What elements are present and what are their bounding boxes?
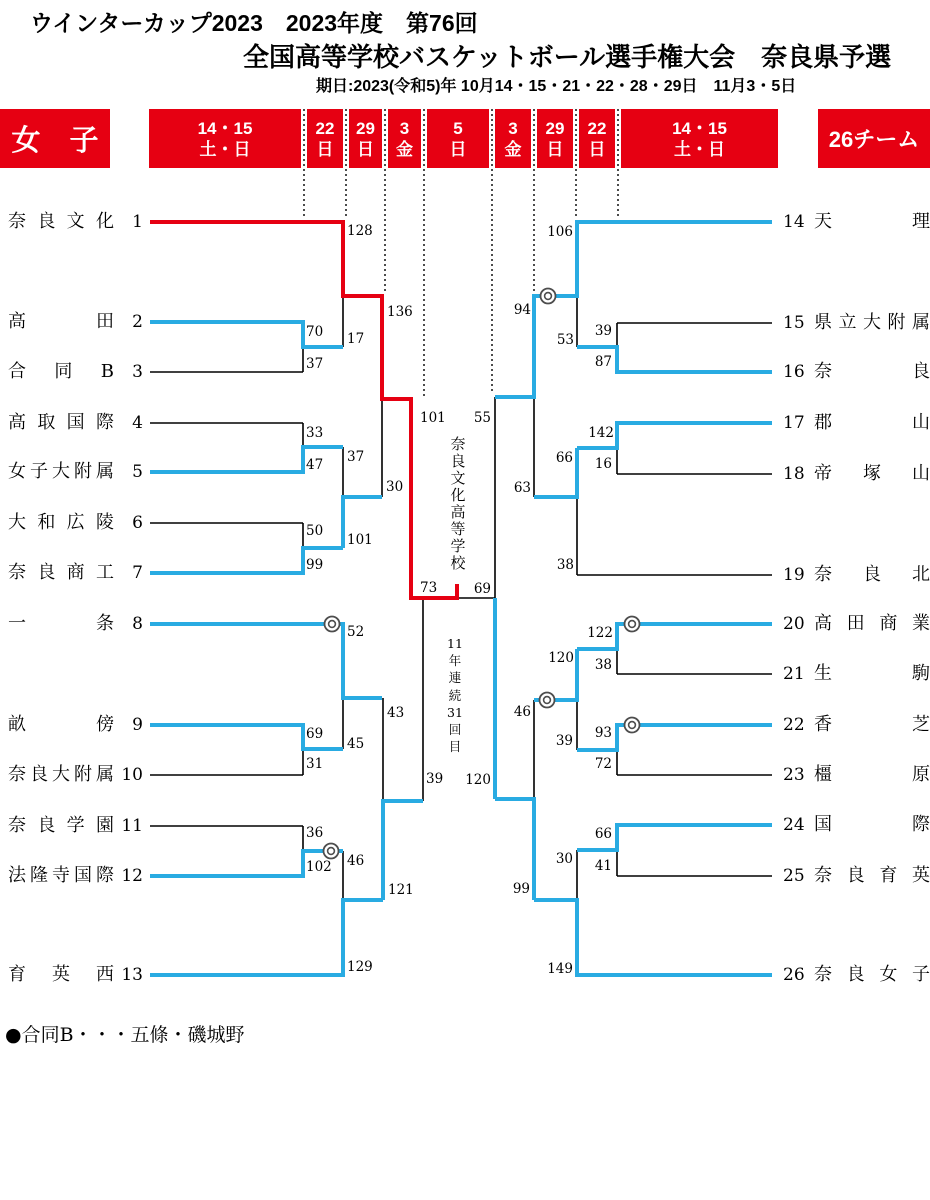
team-seed: 3	[132, 362, 143, 382]
team-name	[8, 360, 114, 384]
streak-token: 11	[447, 636, 463, 651]
team-name	[814, 864, 930, 888]
score-label: 41	[594, 858, 612, 874]
bracket-red-champion-line	[150, 222, 459, 598]
champion-name-char: 奈	[450, 435, 466, 453]
segment-date-label: 29	[356, 118, 375, 138]
name-char: 奈	[814, 865, 832, 886]
team-seed: 10	[121, 765, 143, 785]
team-row	[783, 713, 930, 737]
segment-date-label: 5	[453, 118, 463, 138]
team-seed: 23	[783, 765, 805, 785]
team-name	[814, 612, 930, 636]
team-seed: 12	[121, 866, 143, 886]
score-label: 142	[588, 425, 614, 441]
team-name	[814, 813, 930, 837]
score-label: 66	[594, 826, 612, 842]
name-char: 高	[814, 613, 832, 634]
name-char: 同	[54, 361, 73, 382]
team-name	[8, 612, 114, 636]
name-char: 山	[912, 463, 930, 484]
name-char: 女	[8, 461, 26, 482]
score-label: 73	[420, 580, 438, 596]
score-label: 31	[306, 756, 324, 772]
schedule-day-segment	[537, 109, 573, 168]
score-label: 69	[306, 726, 324, 742]
segment-weekday-label: 日	[546, 139, 564, 159]
team-name	[8, 460, 114, 484]
name-char: 橿	[814, 764, 832, 785]
score-label: 46	[513, 704, 531, 720]
name-char: 塚	[863, 463, 881, 484]
team-seed: 22	[783, 715, 805, 735]
score-label: 99	[306, 557, 324, 573]
team-row	[8, 713, 143, 737]
schedule-day-segment	[349, 109, 382, 168]
name-char: 広	[66, 512, 85, 533]
score-label: 93	[594, 725, 612, 741]
champion-name-char: 高	[450, 503, 466, 521]
seed-mark-icon	[325, 617, 340, 632]
name-char: 属	[96, 764, 114, 785]
segment-weekday-label: 土・日	[199, 139, 251, 159]
name-char: 女	[879, 964, 898, 985]
name-char: 県	[814, 312, 832, 333]
score-label: 39	[426, 771, 444, 787]
champion-name-char: 文	[450, 469, 466, 487]
champion-streak-label	[446, 635, 464, 755]
score-label: 38	[556, 557, 574, 573]
name-char: 文	[66, 211, 85, 232]
name-char: 郡	[814, 412, 832, 433]
team-row	[8, 561, 143, 585]
team-row	[783, 963, 930, 987]
score-label: 120	[548, 650, 574, 666]
team-seed: 24	[783, 815, 805, 835]
schedule-day-segment	[579, 109, 615, 168]
score-label: 30	[555, 851, 573, 867]
team-seed: 15	[783, 313, 805, 333]
name-char: 国	[74, 865, 92, 886]
name-char: 芝	[912, 714, 930, 735]
segment-weekday-label: 日	[449, 139, 467, 159]
seed-mark-icon	[540, 693, 555, 708]
team-name	[814, 563, 930, 587]
name-char: 良	[846, 964, 865, 985]
segment-date-label: 14・15	[197, 118, 253, 138]
name-char: 奈	[8, 815, 26, 836]
streak-token: 回	[448, 722, 462, 738]
team-name	[814, 963, 930, 987]
team-name	[814, 462, 930, 486]
team-seed: 16	[783, 362, 805, 382]
team-row	[783, 612, 930, 636]
score-label: 37	[347, 449, 365, 465]
score-label: 101	[420, 410, 446, 426]
name-char: 良	[37, 211, 56, 232]
score-label: 101	[347, 532, 373, 548]
tournament-title: 全国高等学校バスケットボール選手権大会 奈良県予選	[243, 42, 892, 72]
name-char: 法	[8, 865, 26, 886]
score-label: 33	[306, 425, 324, 441]
seed-mark-icon	[625, 617, 640, 632]
name-char: 香	[814, 714, 832, 735]
score-label: 43	[387, 705, 405, 721]
name-char: 生	[814, 663, 832, 684]
name-char: 大	[52, 461, 70, 482]
team-row	[8, 310, 143, 334]
champion-name-char: 校	[450, 554, 466, 572]
score-label: 17	[347, 331, 365, 347]
score-label: 87	[594, 354, 612, 370]
team-name	[8, 963, 114, 987]
score-label: 38	[594, 657, 612, 673]
team-name	[8, 561, 114, 585]
segment-weekday-label: 金	[504, 139, 522, 159]
name-char: 原	[912, 764, 930, 785]
team-row	[8, 360, 143, 384]
name-char: 良	[863, 564, 881, 585]
team-seed: 14	[783, 212, 805, 232]
team-row	[783, 662, 930, 686]
schedule-day-segment	[388, 109, 421, 168]
name-char: 商	[879, 613, 898, 634]
schedule-day-segment	[149, 109, 301, 168]
team-name	[8, 814, 114, 838]
team-seed: 6	[132, 513, 143, 533]
score-label: 106	[547, 224, 573, 240]
team-row	[783, 763, 930, 787]
score-label: 52	[347, 624, 365, 640]
team-seed: 1	[132, 212, 143, 232]
segment-weekday-label: 日	[588, 139, 606, 159]
seed-mark-icon	[625, 718, 640, 733]
team-seed: 21	[783, 664, 805, 684]
name-char: 西	[96, 964, 114, 985]
team-name	[814, 311, 930, 335]
score-label: 37	[306, 356, 324, 372]
score-label: 120	[465, 772, 491, 788]
name-char: 取	[37, 412, 56, 433]
name-char: 育	[879, 865, 898, 886]
name-char: 英	[52, 964, 70, 985]
name-char: 育	[8, 964, 26, 985]
name-char: 山	[912, 412, 930, 433]
name-char: 国	[66, 412, 85, 433]
segment-weekday-label: 日	[316, 139, 334, 159]
segment-date-label: 22	[587, 118, 607, 138]
segment-date-label: 3	[399, 118, 410, 138]
team-seed: 19	[783, 565, 805, 585]
team-seed: 9	[132, 715, 143, 735]
team-name	[814, 713, 930, 737]
streak-token: 31	[447, 704, 463, 720]
name-char: 化	[95, 211, 114, 232]
team-row	[8, 511, 143, 535]
footnote-joint-team: ●合同B・・・五條・磯城野	[5, 1024, 245, 1046]
team-count-label: 26チーム	[818, 109, 930, 168]
schedule-day-segment	[307, 109, 343, 168]
name-char: 高	[8, 412, 26, 433]
name-char: 大	[863, 312, 881, 333]
name-char: 学	[66, 815, 85, 836]
score-label: 53	[556, 332, 574, 348]
score-label: 69	[473, 581, 491, 597]
schedule-day-segment	[427, 109, 489, 168]
team-row	[8, 814, 143, 838]
name-char: 帝	[814, 463, 832, 484]
team-seed: 2	[132, 312, 143, 332]
name-char: 商	[66, 562, 85, 583]
name-char: 大	[52, 764, 70, 785]
segment-weekday-label: 日	[357, 139, 374, 159]
team-name	[814, 411, 930, 435]
bracket-black-lines-right	[459, 296, 772, 900]
name-char: 陵	[95, 512, 114, 533]
team-name	[814, 662, 930, 686]
streak-token: 続	[448, 687, 462, 703]
champion-name-char: 化	[450, 486, 466, 504]
champion-name	[448, 436, 468, 572]
name-char: 子	[30, 461, 48, 482]
name-char: 天	[814, 211, 832, 232]
score-label: 128	[347, 223, 373, 239]
team-row	[8, 411, 143, 435]
team-row	[8, 763, 143, 787]
score-label: 94	[513, 302, 531, 318]
name-char: B	[100, 361, 114, 382]
segment-date-label: 14・15	[672, 118, 727, 138]
score-label: 99	[512, 881, 530, 897]
team-name	[8, 511, 114, 535]
name-char: 田	[96, 311, 114, 332]
name-char: 立	[838, 312, 857, 333]
streak-token: 年	[448, 653, 462, 669]
score-label: 36	[306, 825, 324, 841]
name-char: 奈	[8, 562, 26, 583]
team-name	[814, 360, 930, 384]
team-name	[8, 713, 114, 737]
team-row	[783, 210, 930, 234]
schedule-day-segment	[495, 109, 531, 168]
name-char: 条	[96, 613, 114, 634]
segment-date-label: 3	[508, 118, 518, 138]
team-seed: 13	[121, 965, 143, 985]
score-label: 39	[555, 733, 573, 749]
champion-name-char: 学	[450, 537, 466, 555]
score-label: 122	[587, 625, 613, 641]
score-label: 50	[306, 523, 324, 539]
team-seed: 7	[132, 563, 143, 583]
team-row	[783, 563, 930, 587]
team-seed: 25	[783, 866, 805, 886]
score-label: 149	[547, 961, 573, 977]
team-row	[8, 963, 143, 987]
name-char: 傍	[96, 714, 114, 735]
name-char: 理	[912, 211, 930, 232]
name-char: 一	[8, 613, 26, 634]
name-char: 属	[96, 461, 114, 482]
score-label: 136	[387, 304, 413, 320]
team-name	[8, 210, 114, 234]
score-label: 70	[306, 324, 324, 340]
name-char: 駒	[912, 663, 930, 684]
name-char: 隆	[30, 865, 48, 886]
score-label: 66	[555, 450, 573, 466]
team-name	[8, 411, 114, 435]
seed-mark-icon	[541, 289, 556, 304]
team-seed: 8	[132, 614, 143, 634]
name-char: 寺	[52, 865, 70, 886]
score-label: 102	[306, 859, 332, 875]
name-char: 英	[911, 865, 930, 886]
score-label: 30	[386, 479, 404, 495]
team-seed: 18	[783, 464, 805, 484]
name-char: 奈	[814, 361, 832, 382]
team-seed: 4	[132, 413, 143, 433]
segment-date-label: 22	[315, 118, 335, 138]
team-row	[8, 864, 143, 888]
champion-name-char: 良	[450, 452, 466, 470]
name-char: 大	[8, 512, 26, 533]
team-name	[8, 763, 114, 787]
team-name	[814, 763, 930, 787]
name-char: 奈	[8, 211, 26, 232]
champion-name-char: 等	[450, 520, 466, 538]
name-char: 良	[912, 361, 930, 382]
score-label: 45	[347, 736, 365, 752]
name-char: 業	[911, 613, 930, 634]
seed-mark-icon	[324, 844, 339, 859]
name-char: 附	[74, 764, 92, 785]
name-char: 良	[37, 815, 56, 836]
segment-weekday-label: 金	[396, 139, 413, 159]
name-char: 良	[846, 865, 865, 886]
team-row	[8, 210, 143, 234]
name-char: 和	[37, 512, 56, 533]
name-char: 際	[912, 814, 930, 835]
team-row	[783, 360, 930, 384]
schedule-day-segment	[621, 109, 778, 168]
team-row	[783, 462, 930, 486]
team-seed: 11	[121, 816, 143, 836]
score-label: 46	[347, 853, 365, 869]
name-char: 高	[8, 311, 26, 332]
team-row	[8, 612, 143, 636]
team-seed: 17	[783, 413, 805, 433]
streak-token: 連	[448, 670, 462, 686]
score-label: 39	[594, 323, 612, 339]
name-char: 園	[95, 815, 114, 836]
team-row	[783, 411, 930, 435]
name-char: 際	[95, 412, 114, 433]
name-char: 子	[911, 964, 930, 985]
team-name	[814, 210, 930, 234]
name-char: 良	[37, 562, 56, 583]
name-char: 国	[814, 814, 832, 835]
score-label: 72	[594, 756, 612, 772]
division-label: 女 子	[0, 109, 110, 168]
score-label: 121	[388, 882, 414, 898]
score-label: 16	[594, 456, 612, 472]
name-char: 附	[887, 312, 906, 333]
team-name	[8, 864, 114, 888]
name-char: 田	[846, 613, 865, 634]
score-label: 63	[513, 480, 531, 496]
team-name	[8, 310, 114, 334]
name-char: 奈	[814, 964, 832, 985]
bracket-blue-lines-right	[495, 222, 772, 975]
tournament-dates: 期日:2023(令和5)年 10月14・15・21・22・28・29日 11月3・5日	[316, 78, 797, 95]
team-row	[8, 460, 143, 484]
name-char: 合	[8, 361, 26, 382]
name-char: 北	[912, 564, 930, 585]
name-char: 奈	[814, 564, 832, 585]
team-seed: 26	[783, 965, 805, 985]
team-row	[783, 813, 930, 837]
segment-weekday-label: 土・日	[674, 139, 725, 159]
name-char: 属	[912, 312, 930, 333]
segment-date-label: 29	[545, 118, 565, 138]
score-label: 129	[347, 959, 373, 975]
name-char: 工	[95, 562, 114, 583]
page-title: ウインターカップ2023 2023年度 第76回	[30, 10, 478, 36]
name-char: 附	[74, 461, 92, 482]
score-label: 55	[473, 410, 491, 426]
name-char: 良	[30, 764, 48, 785]
team-seed: 5	[132, 462, 143, 482]
name-char: 際	[96, 865, 114, 886]
streak-token: 目	[448, 739, 462, 755]
name-char: 奈	[8, 764, 26, 785]
team-row	[783, 864, 930, 888]
team-row	[783, 311, 930, 335]
score-label: 47	[306, 457, 324, 473]
team-seed: 20	[783, 614, 805, 634]
name-char: 畝	[8, 714, 26, 735]
